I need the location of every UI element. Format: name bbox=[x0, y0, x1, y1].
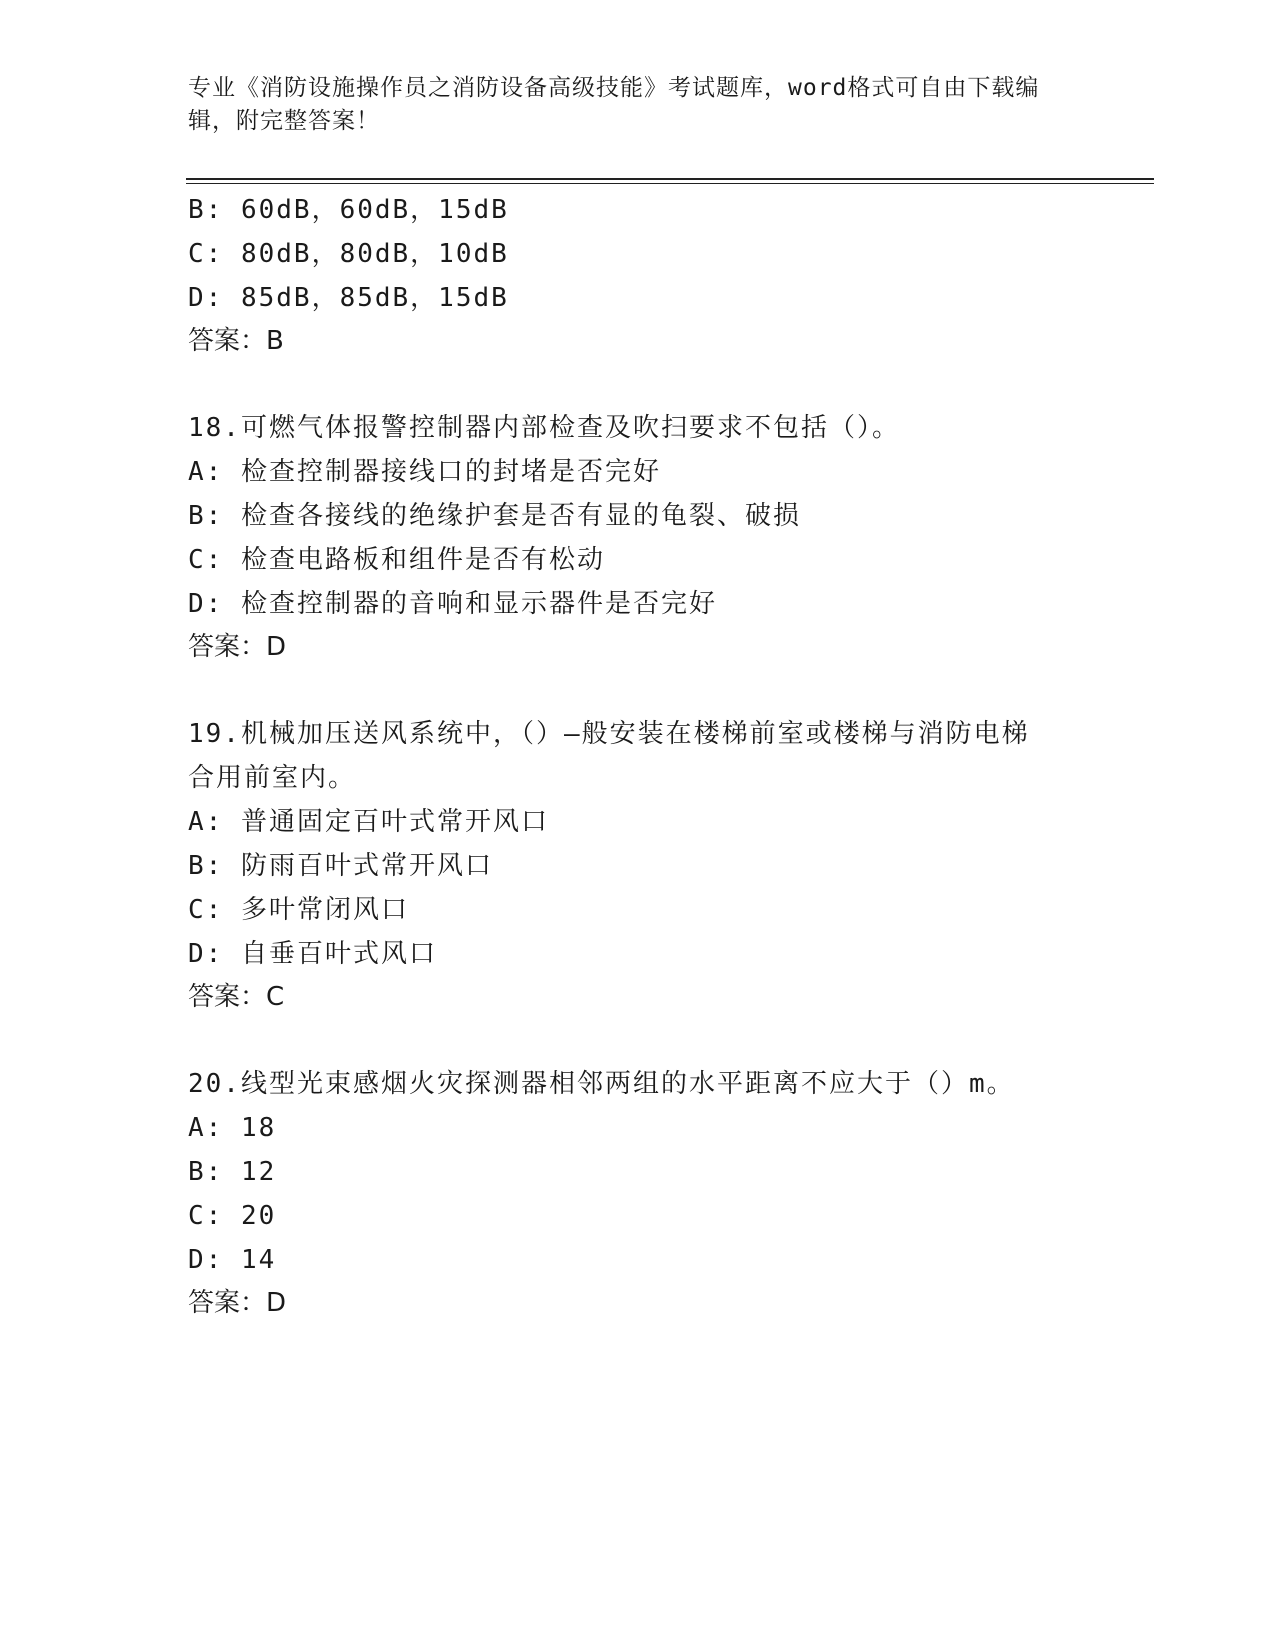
q19-question-line-2: 合用前室内。 bbox=[188, 763, 357, 793]
q20-question: 20.线型光束感烟火灾探测器相邻两组的水平距离不应大于（）m。 bbox=[188, 1069, 1015, 1099]
q19-option-d: D: 自垂百叶式风口 bbox=[188, 939, 437, 969]
q18-option-c: C: 检查电路板和组件是否有松动 bbox=[188, 545, 605, 575]
q19-option-a: A: 普通固定百叶式常开风口 bbox=[188, 807, 549, 837]
q19-option-b: B: 防雨百叶式常开风口 bbox=[188, 851, 493, 881]
q20-answer: 答案：D bbox=[188, 1288, 287, 1318]
q20-option-c: C: 20 bbox=[188, 1201, 277, 1231]
prev-option-c: C: 80dB，80dB，10dB bbox=[188, 239, 509, 269]
q19-option-c: C: 多叶常闭风口 bbox=[188, 895, 409, 925]
q20-option-a: A: 18 bbox=[188, 1113, 277, 1143]
q20-option-b: B: 12 bbox=[188, 1157, 277, 1187]
header-divider-thick bbox=[186, 178, 1154, 180]
q20-option-d: D: 14 bbox=[188, 1245, 277, 1275]
prev-option-d: D: 85dB，85dB，15dB bbox=[188, 283, 509, 313]
document-header bbox=[188, 72, 1088, 138]
q19-answer: 答案：C bbox=[188, 982, 285, 1012]
header-divider-thin bbox=[186, 183, 1154, 184]
q19-question-line-1: 19.机械加压送风系统中，（）—般安装在楼梯前室或楼梯与消防电梯 bbox=[188, 719, 1030, 749]
q18-answer: 答案：D bbox=[188, 632, 287, 662]
q18-question: 18.可燃气体报警控制器内部检查及吹扫要求不包括（）。 bbox=[188, 413, 900, 443]
q18-option-a: A: 检查控制器接线口的封堵是否完好 bbox=[188, 457, 661, 487]
header-line-1: 专业《消防设施操作员之消防设备高级技能》考试题库，word格式可自由下载编 bbox=[188, 75, 1040, 101]
prev-answer: 答案：B bbox=[188, 326, 284, 356]
q18-option-d: D: 检查控制器的音响和显示器件是否完好 bbox=[188, 589, 717, 619]
prev-option-b: B: 60dB，60dB，15dB bbox=[188, 195, 509, 225]
q18-option-b: B: 检查各接线的绝缘护套是否有显的龟裂、破损 bbox=[188, 501, 801, 531]
header-line-2: 辑，附完整答案！ bbox=[188, 108, 380, 134]
